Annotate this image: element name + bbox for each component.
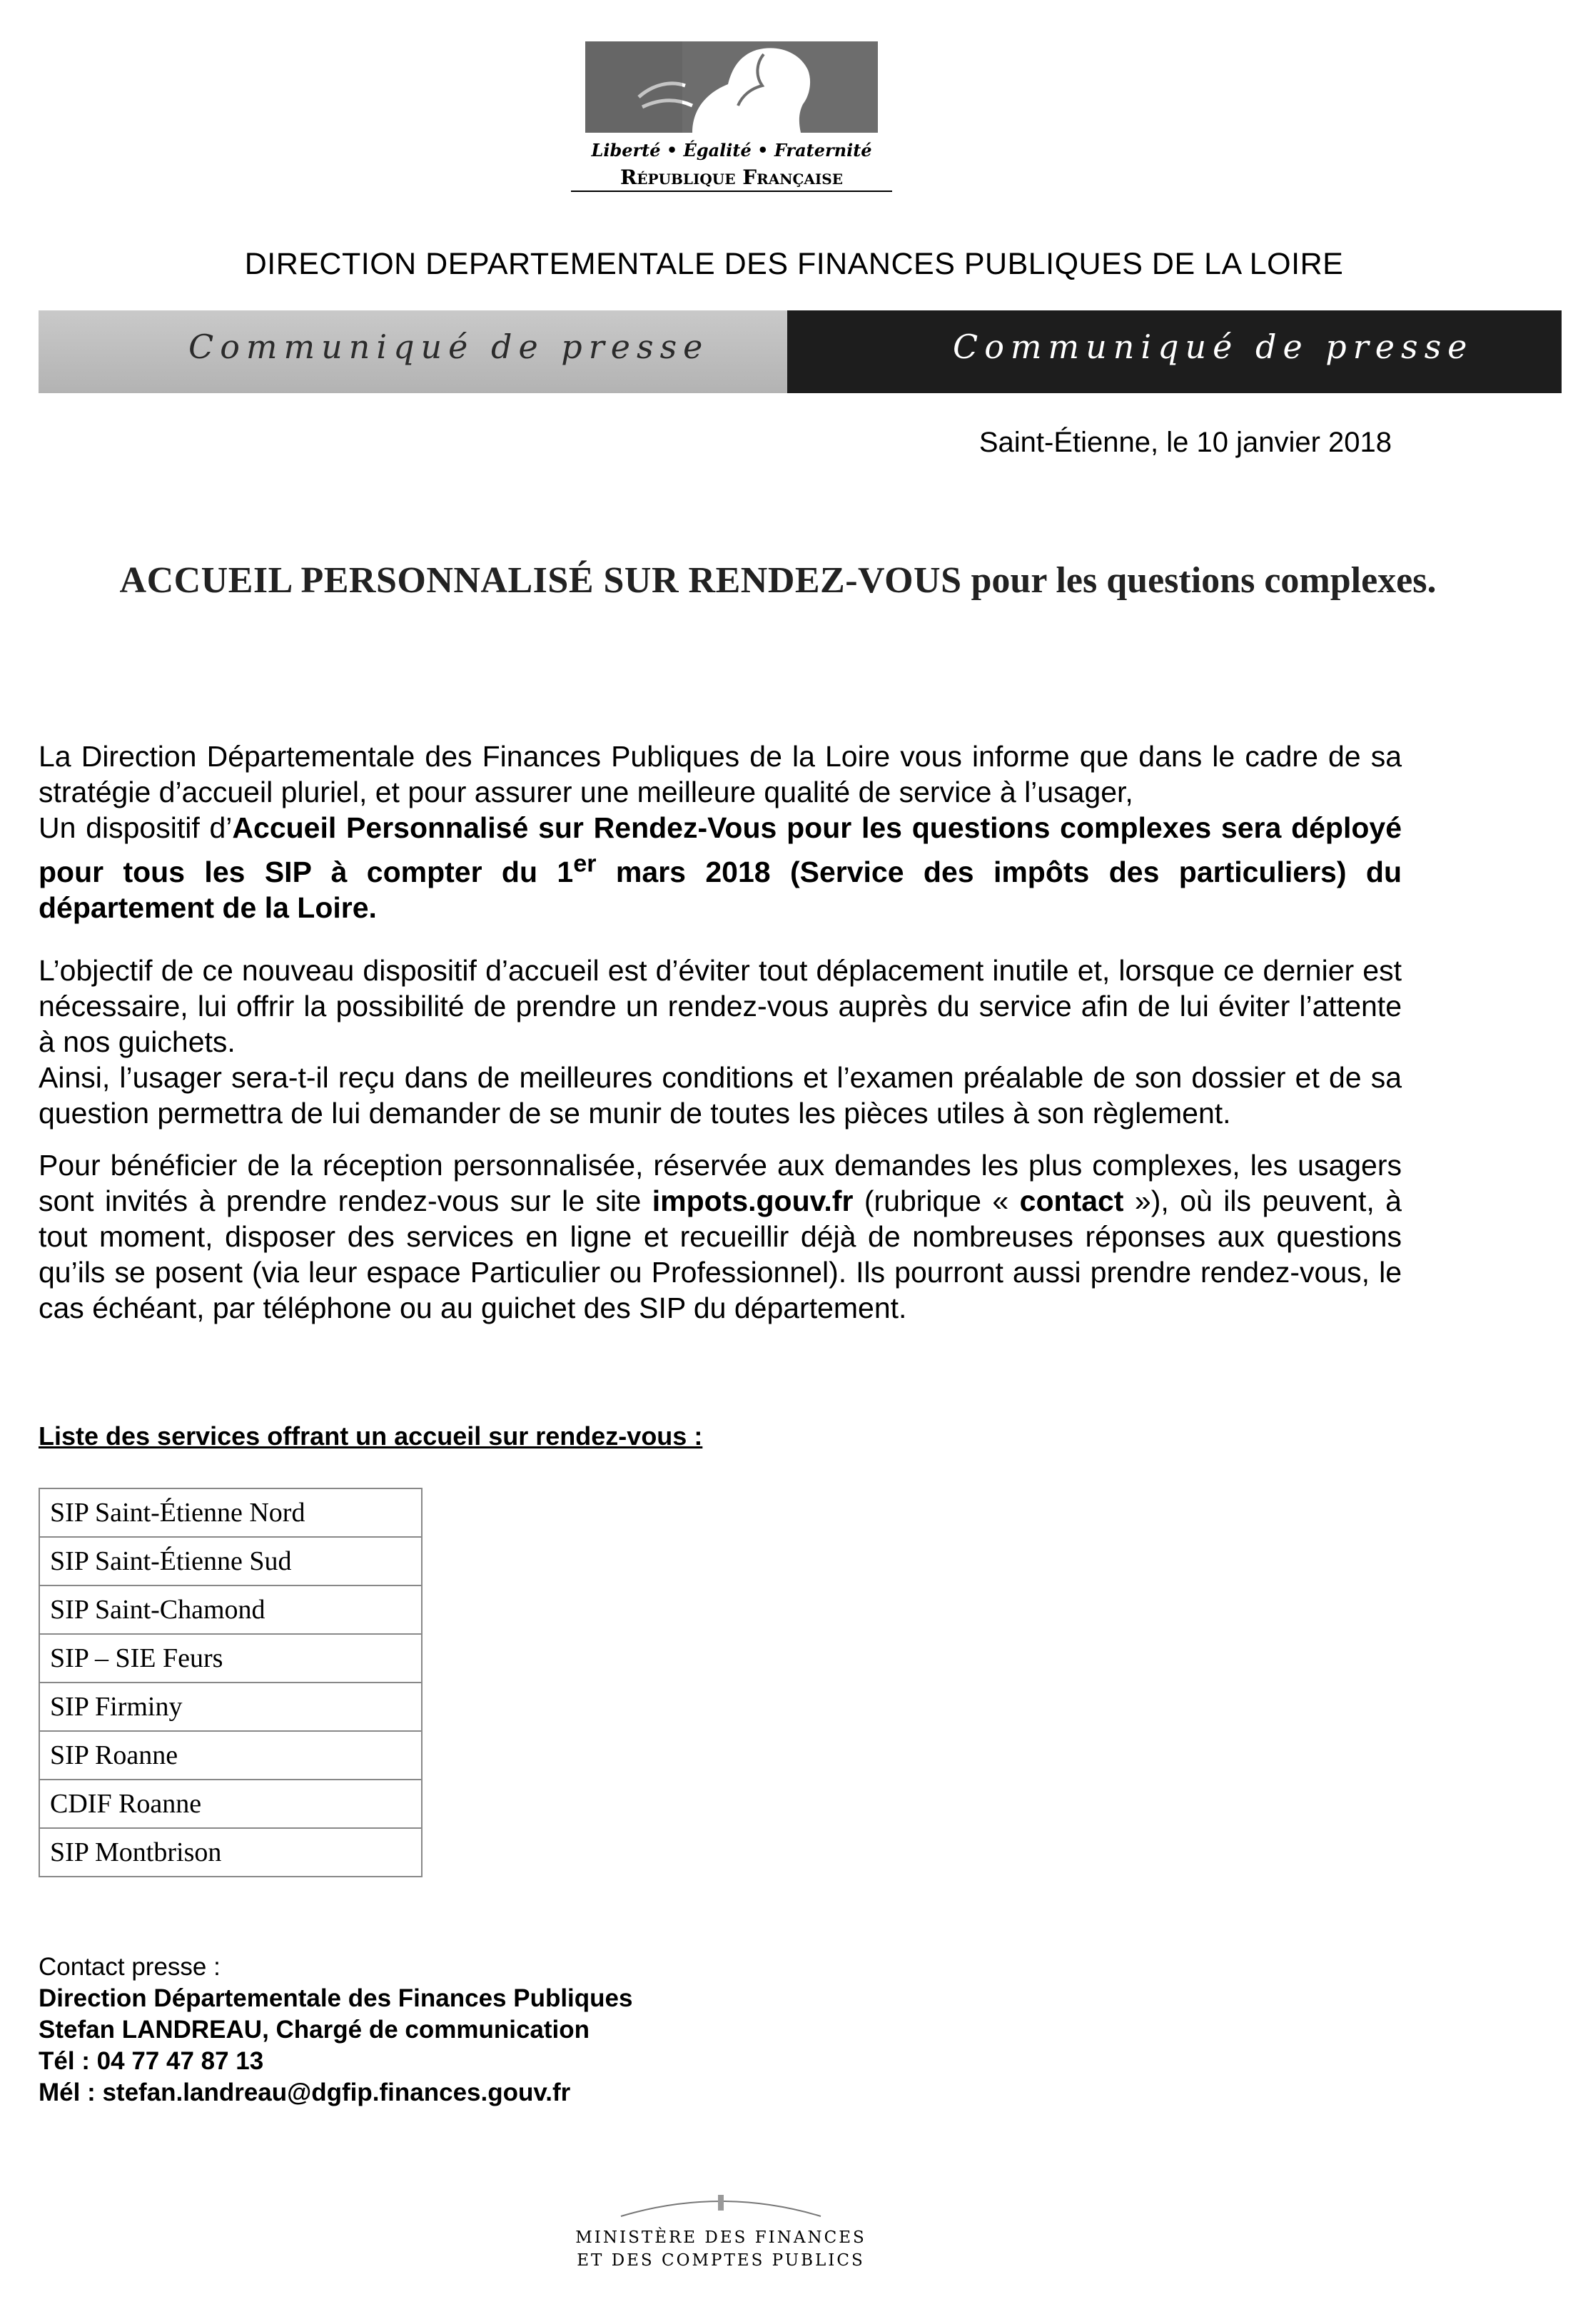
table-row — [39, 1537, 422, 1585]
ordinal-suffix: er — [573, 850, 597, 877]
direction-heading: DIRECTION DEPARTEMENTALE DES FINANCES PUBLIQUES DE LA LOIRE — [244, 247, 1344, 281]
objective-text: L’objectif de ce nouveau dispositif d’accueil est d’éviter tout déplacement inutile et, lorsque ce dernier est nécessaire, lui offrir la possibilité de prendre un rendez-vous auprès du service afin de lui éviter l’attente à nos guichets. — [39, 954, 1402, 1058]
press-contact — [39, 1952, 632, 2109]
booking-text-2: (rubrique « — [853, 1184, 1020, 1217]
republic-name: République Française — [571, 166, 892, 192]
announcement-end: mars 2018 (Service des impôts des particuliers) du département de la Loire. — [39, 855, 1402, 924]
document-date: Saint-Étienne, le 10 janvier 2018 — [978, 427, 1392, 458]
press-banner-light — [39, 310, 787, 393]
rubrique-contact: contact — [1019, 1184, 1124, 1217]
site-link: impots.gouv.fr — [652, 1184, 854, 1217]
table-row — [39, 1488, 422, 1537]
title-caps: ACCUEIL PERSONNALISÉ SUR RENDEZ-VOUS — [119, 560, 962, 601]
ministry-line-1: MINISTÈRE DES FINANCES — [575, 2228, 866, 2247]
service-cell: CDIF Roanne — [39, 1780, 422, 1828]
ministry-line-2: ET DES COMPTES PUBLICS — [577, 2251, 865, 2270]
service-cell: SIP Saint-Étienne Nord — [39, 1488, 422, 1537]
marianne-logo — [585, 41, 878, 133]
service-cell: SIP Firminy — [39, 1683, 422, 1731]
republic-motto: Liberté • Égalité • Fraternité — [591, 140, 872, 161]
title-rest: pour les questions complexes. — [971, 560, 1437, 601]
table-row — [39, 1634, 422, 1683]
services-heading: Liste des services offrant un accueil sur rendez-vous : — [39, 1421, 703, 1451]
document-title — [71, 557, 1485, 605]
table-row — [39, 1828, 422, 1877]
contact-label: Contact presse : — [39, 1953, 221, 1981]
ministry-footer — [542, 2226, 899, 2272]
service-cell: SIP Saint-Étienne Sud — [39, 1537, 422, 1585]
table-row — [39, 1780, 422, 1828]
conditions-text: Ainsi, l’usager sera-t-il reçu dans de meilleures conditions et l’examen préalable de son dossier et de sa question permettra de lui demander de se munir de toutes les pièces utiles à son règlement. — [39, 1061, 1402, 1130]
contact-org: Direction Départementale des Finances Publiques — [39, 1984, 633, 2012]
press-banner-dark — [787, 310, 1562, 393]
lead-text: Un dispositif d’ — [39, 811, 233, 844]
service-cell: SIP Roanne — [39, 1731, 422, 1780]
contact-person: Stefan LANDREAU, Chargé de communication — [39, 2016, 590, 2044]
services-table — [39, 1488, 423, 1877]
table-row — [39, 1585, 422, 1634]
table-row — [39, 1683, 422, 1731]
banner-label-left: Communiqué de presse — [188, 328, 709, 366]
contact-phone: Tél : 04 77 47 87 13 — [39, 2047, 264, 2075]
service-cell: SIP – SIE Feurs — [39, 1634, 422, 1683]
contact-email: Mél : stefan.landreau@dgfip.finances.gouv.fr — [39, 2079, 571, 2106]
booking-text-1: Pour bénéficier de la réception personnalisée, réservée aux demandes les plus complexes, les usagers sont invités à prendre rendez-vous sur le site — [39, 1149, 1402, 1217]
service-cell: SIP Montbrison — [39, 1828, 422, 1877]
intro-text: La Direction Départementale des Finances Publiques de la Loire vous informe que dans le cadre de sa stratégie d’accueil pluriel, et pour assurer une meilleure qualité de service à l’usager, — [39, 740, 1402, 808]
paragraph-intro — [39, 739, 1402, 925]
paragraph-booking — [39, 1147, 1402, 1326]
ministry-emblem-icon — [614, 2191, 828, 2219]
table-row — [39, 1731, 422, 1780]
paragraph-objective — [39, 953, 1402, 1131]
announcement-bold — [39, 811, 1402, 924]
service-cell: SIP Saint-Chamond — [39, 1585, 422, 1634]
booking-text-3: »), où ils peuvent, à tout moment, disposer des services en ligne et recueillir déjà de nombreuses réponses aux questions qu’ils se posent (via leur espace Particulier ou Professionnel). Ils pourront aussi prendre rendez-vous, le cas échéant, par téléphone ou au guichet des SIP du département. — [39, 1184, 1402, 1324]
announcement-main: Accueil Personnalisé sur Rendez-Vous pour les questions complexes sera déployé pour tous les SIP à compter du 1 — [39, 811, 1402, 888]
banner-label-right: Communiqué de presse — [953, 328, 1474, 366]
